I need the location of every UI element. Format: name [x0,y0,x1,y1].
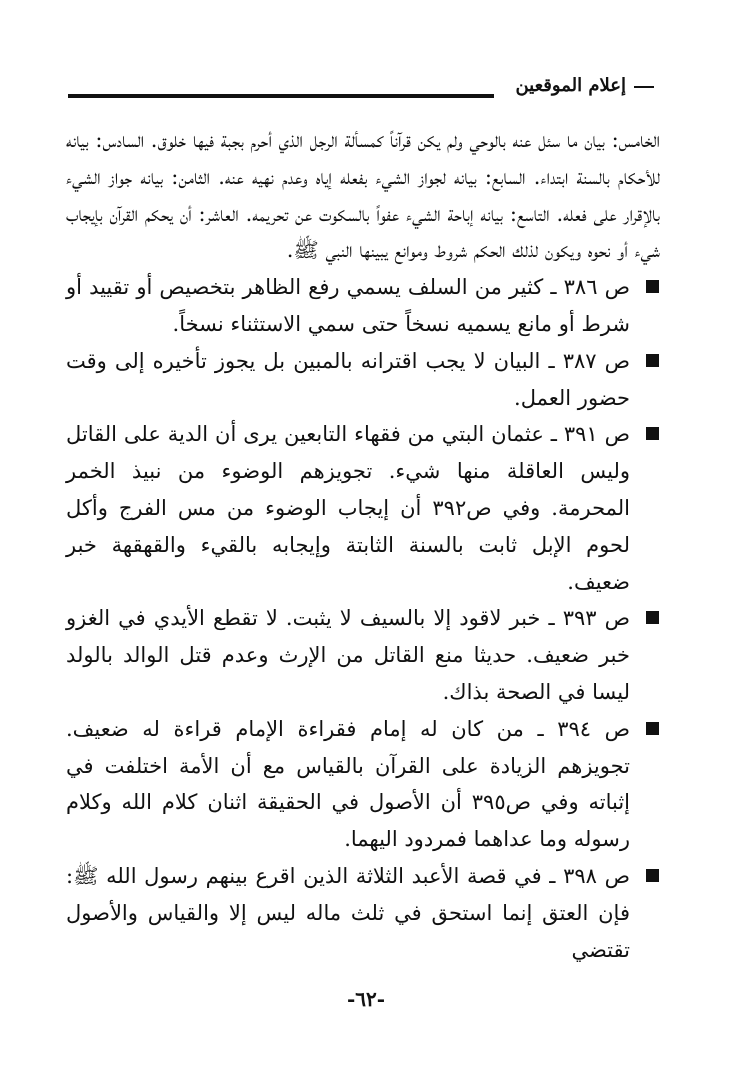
list-item [66,711,660,858]
square-bullet-icon [646,280,659,293]
header-title: إعلام الموقعين [515,75,626,96]
list-item-text: ص ٣٩٤ ـ من كان له إمام فقراءة الإمام قراءة له ضعيف. تجويزهم الزيادة على القرآن بالقياس مع أن الأمة اختلفت في إثباته وفي ص٣٩٥ أن الأصول في الحقيقة اثنان كلام الله وكلام رسوله وما عداهما فمردود اليهما. [66,716,630,852]
intro-paragraph: الخامس: بيان ما سئل عنه بالوحي ولم يكن قرآناً كمسألة الرجل الذي أحرم بجبة فيها خلوق. السادس: بيانه للأحكام بالسنة ابتداء. السابع: بيانه لجواز الشيء بفعله إياه وعدم نهيه عنه. الثامن: بيانه جواز الشيء بالإقرار على فعله. التاسع: بيانه إباحة الشيء عفواً بالسكوت عن تحريمه. العاشر: أن يحكم القرآن بإيجاب شيء أو نحوه ويكون لذلك الحكم شروط وموانع يبينها النبي ﷺ. [66,128,660,263]
list-item [66,416,660,600]
list-item [66,343,660,417]
list-item [66,600,660,710]
square-bullet-icon [646,722,659,735]
page-number: -٦٢- [346,987,386,1011]
square-bullet-icon [646,354,659,367]
header-dash [634,86,654,88]
list-item-text: ص ٣٨٦ ـ كثير من السلف يسمي رفع الظاهر بتخصيص أو تقييد أو شرط أو مانع يسميه نسخاً حتى سمي الاستثناء نسخاً. [66,275,630,336]
list-item-text: ص ٣٩١ ـ عثمان البتي من فقهاء التابعين يرى أن الدية على القاتل وليس العاقلة منها شيء. تجويزهم الوضوء من نبيذ الخمر المحرمة. وفي ص٣٩٢ أن إيجاب الوضوء من مس الفرج وأكل لحوم الإبل ثابت بالسنة الثابتة وإيجابه بالقيء والقهقهة خبر ضعيف. [66,422,630,594]
page-body [66,122,660,968]
header-rule [68,94,494,98]
list-item [66,858,660,968]
square-bullet-icon [646,869,659,882]
list-item-text: ص ٣٩٣ ـ خبر لاقود إلا بالسيف لا يثبت. لا تقطع الأيدي في الغزو خبر ضعيف. حديثا منع القاتل من الإرث وعدم قتل الوالد بالولد ليسا في الصحة بذاك. [66,606,630,704]
list-item-text: ص ٣٨٧ ـ البيان لا يجب اقترانه بالمبين بل يجوز تأخيره إلى وقت حضور العمل. [66,348,630,410]
list-item-text: ص ٣٩٨ ـ في قصة الأعبد الثلاثة الذين اقرع بينهم رسول الله ﷺ: فإن العتق إنما استحق في ثلث ماله ليس إلا والقياس والأصول تقتضي [66,863,630,962]
square-bullet-icon [646,611,659,624]
square-bullet-icon [646,427,659,440]
running-header [68,74,654,104]
list-item [66,269,660,343]
